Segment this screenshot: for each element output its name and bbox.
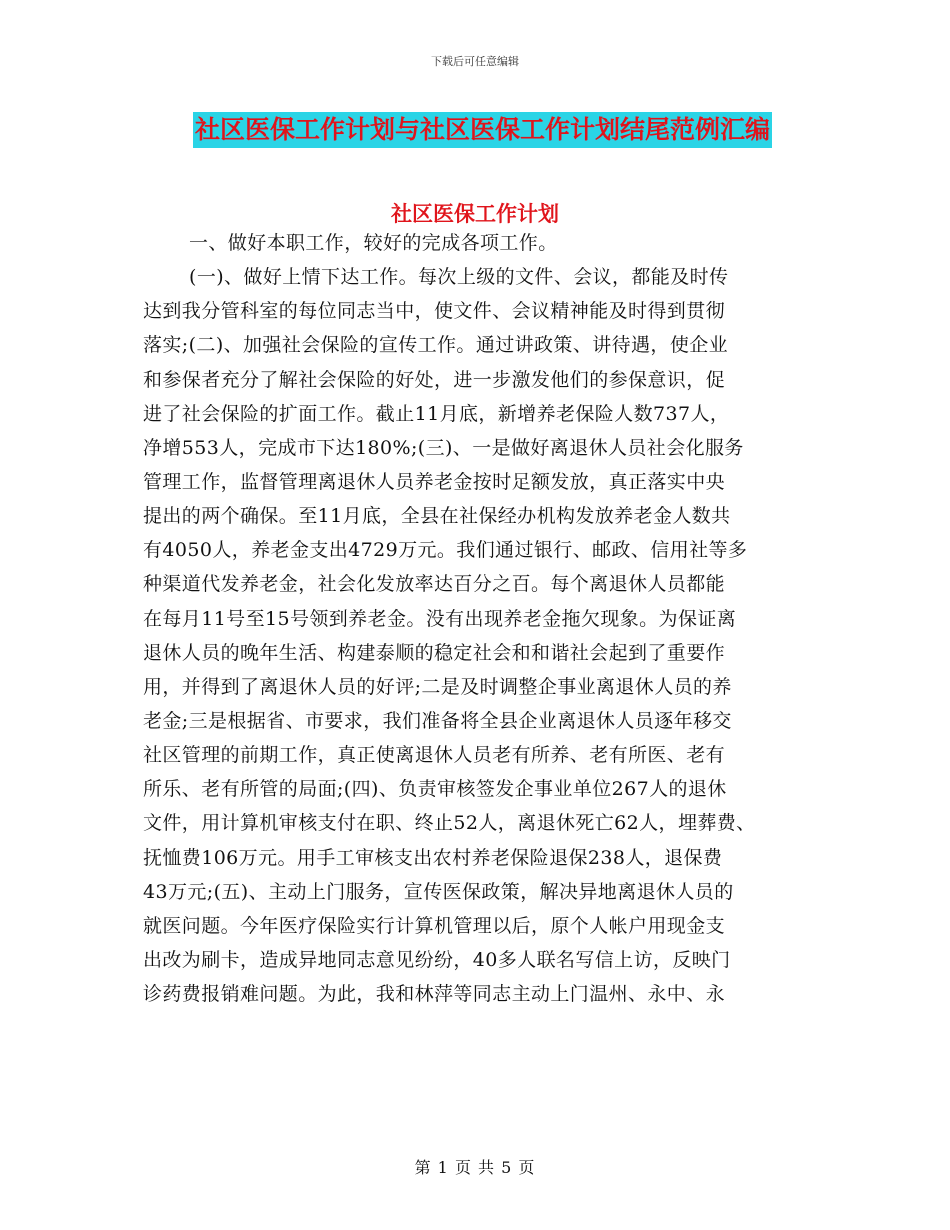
paragraph-line: 有4050人，养老金支出4729万元。我们通过银行、邮政、信用社等多 bbox=[143, 539, 748, 562]
paragraph-line: 一、做好本职工作，较好的完成各项工作。 bbox=[189, 232, 558, 254]
paragraph-line: 文件，用计算机审核支付在职、终止52人，离退休死亡62人，埋葬费、 bbox=[143, 812, 756, 835]
header-note: 下载后可任意编辑 bbox=[431, 55, 519, 68]
paragraph-line: 和参保者充分了解社会保险的好处，进一步激发他们的参保意识，促 bbox=[143, 368, 726, 391]
paragraph-line: 用，并得到了离退休人员的好评;二是及时调整企事业离退休人员的养 bbox=[143, 675, 732, 698]
paragraph-line: 诊药费报销难问题。为此，我和林萍等同志主动上门温州、永中、永 bbox=[143, 983, 726, 1006]
paragraph-line: 退休人员的晚年生活、构建泰顺的稳定社会和和谐社会起到了重要作 bbox=[143, 641, 726, 664]
paragraph-line: (一)、做好上情下达工作。每次上级的文件、会议，都能及时传 bbox=[189, 266, 729, 289]
paragraph-line: 所乐、老有所管的局面;(四)、负责审核签发企事业单位267人的退休 bbox=[143, 778, 727, 801]
paragraph-line: 抚恤费106万元。用手工审核支出农村养老保险退保238人，退保费 bbox=[143, 846, 723, 869]
paragraph-line: 净增553人，完成市下达180%;(三)、一是做好离退休人员社会化服务 bbox=[143, 436, 744, 459]
paragraph-line: 出改为刷卡，造成异地同志意见纷纷，40多人联名写信上访，反映门 bbox=[143, 948, 731, 971]
paragraph-line: 落实;(二)、加强社会保险的宣传工作。通过讲政策、讲待遇，使企业 bbox=[143, 334, 729, 357]
section-title: 社区医保工作计划 bbox=[391, 201, 559, 226]
body-text bbox=[143, 226, 843, 1011]
paragraph-line: 就医问题。今年医疗保险实行计算机管理以后，原个人帐户用现金支 bbox=[143, 914, 726, 937]
paragraph-line: 43万元;(五)、主动上门服务，宣传医保政策，解决异地离退休人员的 bbox=[143, 880, 734, 903]
paragraph-line: 进了社会保险的扩面工作。截止11月底，新增养老保险人数737人， bbox=[143, 402, 730, 425]
paragraph-line: 种渠道代发养老金，社会化发放率达百分之百。每个离退休人员都能 bbox=[143, 573, 726, 596]
page-footer: 第 1 页 共 5 页 bbox=[414, 1158, 536, 1177]
paragraph-line: 提出的两个确保。至11月底，全县在社保经办机构发放养老金人数共 bbox=[143, 505, 731, 528]
paragraph-line: 管理工作，监督管理离退休人员养老金按时足额发放，真正落实中央 bbox=[143, 470, 726, 493]
paragraph-line: 达到我分管科室的每位同志当中，使文件、会议精神能及时得到贯彻 bbox=[143, 300, 726, 323]
paragraph-line: 老金;三是根据省、市要求，我们准备将全县企业离退休人员逐年移交 bbox=[143, 709, 732, 732]
paragraph-line: 社区管理的前期工作，真正使离退休人员老有所养、老有所医、老有 bbox=[143, 744, 726, 767]
paragraph-line: 在每月11号至15号领到养老金。没有出现养老金拖欠现象。为保证离 bbox=[143, 607, 737, 630]
document-title: 社区医保工作计划与社区医保工作计划结尾范例汇编 bbox=[193, 112, 772, 148]
